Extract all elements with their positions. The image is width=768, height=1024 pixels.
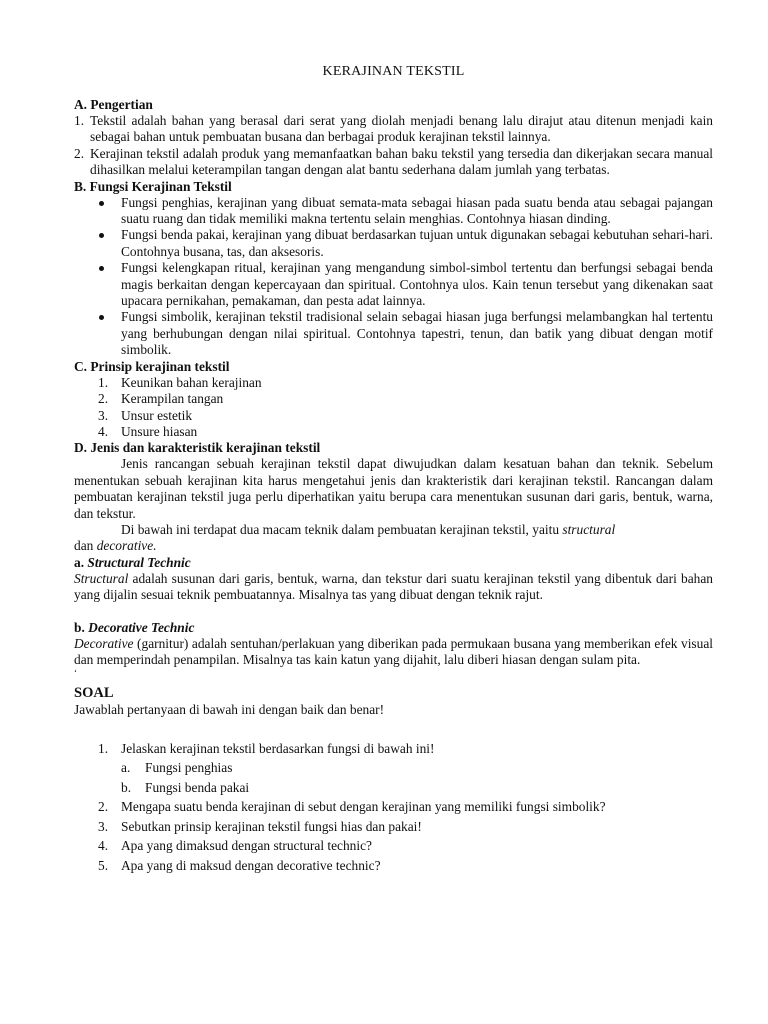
heading-text: Structural Technic (87, 554, 191, 570)
list-item (98, 375, 713, 391)
principle-list (74, 375, 713, 441)
heading-text: Decorative Technic (88, 619, 195, 635)
list-text: Fungsi simbolik, kerajinan tekstil tradisional selain sebagai hiasan juga berfungsi melambangkan hal tertentu yang berhubungan dengan nilai spiritual. Contohnya tapestri, tenun, dan batik yang dibuat dengan motif simbolik. (121, 309, 713, 358)
question-number: 5. (98, 857, 109, 873)
section-a-heading: A. Pengertian (74, 97, 153, 112)
document-page (74, 64, 713, 875)
list-item (98, 195, 713, 228)
list-item (98, 260, 713, 309)
emphasis-term: Decorative (74, 635, 134, 651)
paragraph-text: dan (74, 538, 97, 554)
sub-question-item (121, 758, 713, 778)
list-item (98, 424, 713, 440)
list-item (98, 391, 713, 407)
question-item (98, 836, 713, 856)
paragraph (74, 522, 713, 538)
emphasis-term: structural (562, 521, 616, 537)
list-item (98, 309, 713, 358)
question-item (98, 856, 713, 876)
sub-question-letter: b. (121, 779, 132, 795)
instruction-text: Jawablah pertanyaan di bawah ini dengan baik dan benar! (74, 702, 385, 718)
emphasis-term: Structural (74, 570, 129, 586)
sub-question-text: Fungsi penghias (145, 760, 233, 776)
list-item (98, 408, 713, 424)
list-item (74, 146, 713, 179)
question-number: 3. (98, 818, 109, 834)
list-number: 3. (98, 407, 109, 423)
question-item (98, 817, 713, 837)
list-item (98, 227, 713, 260)
question-list (74, 739, 713, 876)
decorative-heading (74, 620, 713, 636)
list-number: 1. (74, 113, 85, 128)
question-text: Mengapa suatu benda kerajinan di sebut dengan kerajinan yang memiliki fungsi simbolik? (121, 799, 606, 815)
list-number: 2. (98, 391, 109, 407)
sub-question-letter: a. (121, 760, 131, 776)
sub-question-text: Fungsi benda pakai (145, 779, 250, 795)
spacer (74, 604, 713, 620)
bullet-icon (99, 201, 104, 206)
section-c-heading: C. Prinsip kerajinan tekstil (74, 358, 230, 374)
bullet-icon (99, 233, 104, 238)
question-number: 1. (98, 740, 109, 756)
paragraph (74, 636, 713, 669)
list-number: 4. (98, 423, 109, 439)
page-title: KERAJINAN TEKSTIL (322, 64, 465, 79)
list-text: Fungsi benda pakai, kerajinan yang dibuat berdasarkan tujuan untuk digunakan sebagai kebutuhan sehari-hari. Contohnya busana, tas, dan aksesoris. (121, 227, 713, 259)
heading-prefix: a. (74, 554, 88, 570)
list-text: Kerampilan tangan (121, 391, 224, 407)
question-number: 2. (98, 799, 109, 815)
section-d-heading: D. Jenis dan karakteristik kerajinan tekstil (74, 440, 321, 456)
list-text: Kerajinan tekstil adalah produk yang memanfaatkan bahan baku tekstil yang tersedia dan dikerjakan secara manual dihasilkan melalui keterampilan tangan dengan alat bantu sederhana dalam jumlah yang terbatas. (90, 145, 713, 178)
list-text: Fungsi penghias, kerajinan yang dibuat semata-mata sebagai hiasan pada suatu benda atau sebagai pajangan suatu ruang dan tidak memiliki makna tertentu selain menghias. Contohnya hiasan dinding. (121, 194, 713, 227)
paragraph (74, 538, 713, 554)
list-item (74, 113, 713, 146)
bullet-icon (99, 266, 104, 271)
section-b-heading: B. Fungsi Kerajinan Tekstil (74, 178, 232, 194)
function-bullet-list (74, 195, 713, 359)
question-number: 4. (98, 838, 109, 854)
paragraph-text: Di bawah ini terdapat dua macam teknik dalam pembuatan kerajinan tekstil, yaitu (121, 521, 563, 537)
paragraph-text: (garnitur) adalah sentuhan/perlakuan yang diberikan pada permukaan busana yang memberikan efek visual dan memperindah penampilan. Misalnya tas kain katun yang dijahit, lalu diberi hiasan dengan sulam pita. (74, 635, 713, 667)
emphasis-term: decorative (96, 538, 154, 554)
sub-question-list (98, 758, 713, 797)
question-text: Apa yang di maksud dengan decorative technic? (121, 857, 381, 873)
question-item (98, 739, 713, 798)
list-number: 2. (74, 145, 85, 161)
heading-prefix: b. (74, 619, 89, 635)
sub-question-item (121, 778, 713, 798)
list-text: Tekstil adalah bahan yang berasal dari serat yang diolah menjadi benang lalu dirajut atau ditenun menjadi kain sebagai bahan untuk pembuatan busana dan berbagai produk kerajinan tekstil lainnya. (90, 113, 713, 145)
question-text: Apa yang dimaksud dengan structural technic? (121, 838, 372, 854)
stray-mark: ‘ (74, 668, 77, 679)
list-number: 1. (98, 374, 109, 390)
list-text: Keunikan bahan kerajinan (121, 374, 262, 390)
list-text: Unsur estetik (121, 407, 193, 423)
soal-heading: SOAL (74, 685, 114, 702)
structural-heading (74, 555, 713, 571)
question-text: Jelaskan kerajinan tekstil berdasarkan fungsi di bawah ini! (121, 740, 435, 756)
question-text: Sebutkan prinsip kerajinan tekstil fungsi hias dan pakai! (121, 818, 422, 834)
bullet-icon (99, 315, 104, 320)
paragraph (74, 571, 713, 604)
paragraph: Jenis rancangan sebuah kerajinan tekstil dapat diwujudkan dalam kesatuan bahan dan teknik. Sebelum menentukan sebuah kerajinan kita harus mengetahui jenis dan krakteristik dari kerajinan tekstil. Rancangan dalam pembuatan kerajinan tekstil juga perlu diperhatikan yaitu berupa cara menentukan susunan dari garis, bentuk, warna, dan tekstur. (74, 456, 713, 521)
paragraph-end: . (153, 538, 157, 554)
list-text: Unsure hiasan (121, 423, 198, 439)
paragraph-text: adalah susunan dari garis, bentuk, warna, dan tekstur dari suatu kerajinan tekstil yang dibentuk dari bahan yang dijalin sesuai teknik pembuatannya. Misalnya tas yang dibuat dengan teknik rajut. (74, 570, 713, 603)
list-text: Fungsi kelengkapan ritual, kerajinan yang mengandung simbol-simbol tertentu dan berfungsi sebagai benda magis berkaitan dengan kepercayaan dan spiritual. Contohnya ulos. Kain tenun tersebut yang dikenakan saat upacara pernikahan, pemakaman, dan pesta adat lainnya. (121, 260, 713, 309)
question-item (98, 797, 713, 817)
